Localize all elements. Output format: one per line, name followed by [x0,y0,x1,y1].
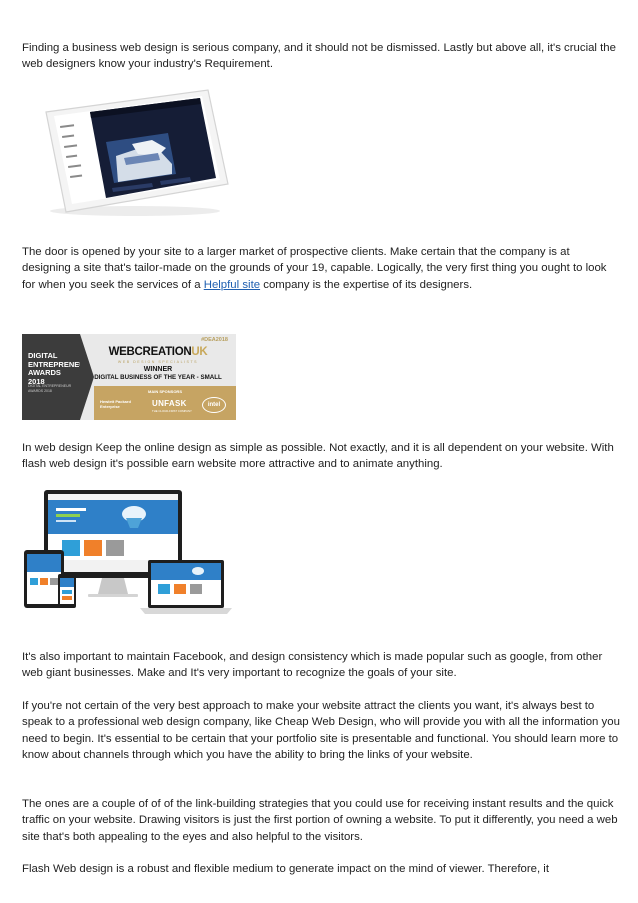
award-title: DIGITAL BUSINESS OF THE YEAR - SMALL [94,374,222,381]
helpful-site-link[interactable]: Helpful site [203,278,261,291]
award-brand-tagline: WEB DESIGN SPECIALISTS [117,360,199,364]
award-hashtag: #DEA2018 [201,337,228,343]
responsive-devices-image [22,488,234,620]
sponsor-intel: intel [202,397,226,413]
paragraph-1: Finding a business web design is serious company, and it should not be dismissed. Lastly but above all, it's crucial the web designers know your industry's Requirement. [22,42,616,71]
sponsor-unfask: UNFASK [152,399,187,408]
sponsors-panel [94,386,236,420]
tablet-website-image [40,88,230,218]
paragraph-2-text-before: The door is opened by your site to a larger market of prospective clients. Make certain that the company is at designing a site that's tailor-made on the grounds of your 19, capable. Logically, the very first thing you ought to look for when you seek the services of a [22,246,607,291]
award-left-sub: DIGITAL ENTREPRENEUR AWARDS 2018 [28,384,72,393]
paragraph-4: It's also important to maintain Facebook, and design consistency which is made popular such as google, from other web giant businesses. Make and It's very important to recognize the goals of your site. [22,651,603,680]
award-brand-name [84,346,232,358]
sponsors-label: MAIN SPONSORS [147,389,182,394]
sponsor-hpe: Hewlett Packard Enterprise [100,399,131,409]
paragraph-6: The ones are a couple of of of the link-building strategies that you could use for receiving instant results and the quick traffic on your website. Drawing visitors is just the first portion of owning a website. To put it differently, you need a web site that's both appealing to the eyes and also helpful to the visitors. [22,798,618,843]
paragraph-7: Flash Web design is a robust and flexible medium to generate impact on the mind of viewer. Therefore, it [22,863,549,875]
award-left-title: DIGITAL ENTREPRENEUR AWARDS 2018 [28,351,91,386]
sponsor-unfask-tagline: THE CLOUD-FIRST COMPANY [152,409,192,413]
paragraph-2 [22,244,620,293]
award-banner [22,334,236,420]
devices-illustration [22,488,234,620]
paragraph-5: If you're not certain of the very best approach to make your website attract the clients you want, it's always best to speak to a professional web design company, like Cheap Web Design, who will provide you with all the information you need to begin. It's essential to be certain that your portfolio site is presentable and functional. You should learn more to know about channels through which you have the ability to bring the links of your website. [22,700,620,761]
paragraph-2-text-after: company is the expertise of its designers. [260,278,473,291]
paragraph-3: In web design Keep the online design as simple as possible. Not exactly, and it is all dependent on your website. With flash web design it's possible earn website more attractive and to animate anything. [22,442,614,471]
brand-main: WEBCREATION [108,346,192,358]
brand-uk: UK [191,346,208,358]
award-winner: WINNER [143,366,173,373]
tablet-illustration [40,88,230,218]
award-logo-panel [22,334,91,420]
